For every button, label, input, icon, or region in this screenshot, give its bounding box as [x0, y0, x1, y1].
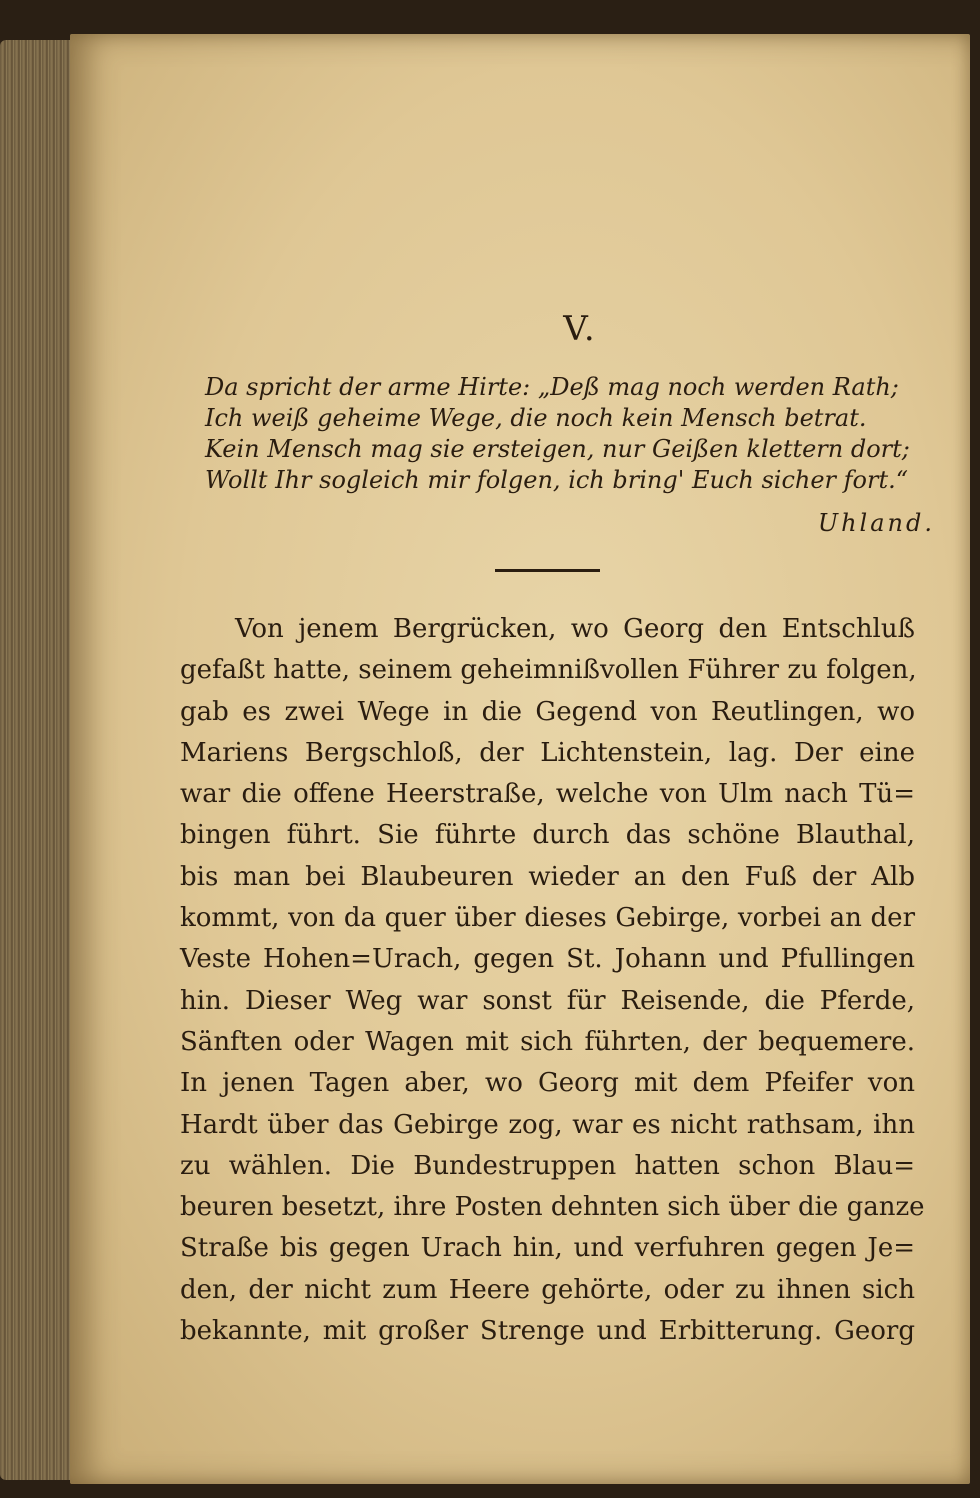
body-line: Hardt über das Gebirge zog, war es nicht rathsam, ihn — [180, 1109, 915, 1140]
body-line: zu wählen. Die Bundestruppen hatten schon Blau= — [180, 1150, 915, 1181]
epigraph-attribution: Uhland. — [817, 509, 935, 537]
chapter-heading: V. — [563, 309, 597, 349]
body-line: Sänften oder Wagen mit sich führten, der bequemere. — [180, 1026, 915, 1057]
section-divider — [495, 569, 600, 572]
body-line: kommt, von da quer über dieses Gebirge, vorbei an der — [180, 903, 915, 934]
body-line: Mariens Bergschloß, der Lichtenstein, lag. Der eine — [180, 737, 915, 768]
page-content — [180, 34, 980, 1484]
body-line: beuren besetzt, ihre Posten dehnten sich über die ganze — [180, 1192, 925, 1223]
book-page-edges — [0, 40, 78, 1480]
body-line: gab es zwei Wege in die Gegend von Reutlingen, wo — [180, 696, 915, 727]
body-line: In jenen Tagen aber, wo Georg mit dem Pfeifer von — [180, 1068, 915, 1099]
body-line: Straße bis gegen Urach hin, und verfuhren gegen Je= — [180, 1233, 915, 1264]
body-line: den, der nicht zum Heere gehörte, oder zu ihnen sich — [180, 1274, 915, 1305]
body-line: gefaßt hatte, seinem geheimnißvollen Führer zu folgen, — [180, 655, 917, 686]
body-line: Veste Hohen=Urach, gegen St. Johann und Pfullingen — [180, 944, 915, 975]
body-line: war die offene Heerstraße, welche von Ulm nach Tü= — [180, 779, 915, 810]
body-line: Von jenem Bergrücken, wo Georg den Entschluß — [235, 614, 915, 644]
verse-line: Kein Mensch mag sie ersteigen, nur Geißen klettern dort; — [205, 435, 910, 463]
verse-line: Da spricht der arme Hirte: „Deß mag noch werden Rath; — [205, 373, 899, 401]
body-paragraph — [180, 609, 925, 1352]
book-page — [70, 34, 970, 1484]
epigraph-verse — [205, 372, 965, 496]
body-line: bekannte, mit großer Strenge und Erbitterung. Georg — [180, 1316, 915, 1347]
body-line: bis man bei Blaubeuren wieder an den Fuß der Alb — [180, 861, 915, 892]
body-line: bingen führt. Sie führte durch das schöne Blauthal, — [180, 820, 915, 851]
verse-line: Wollt Ihr sogleich mir folgen, ich bring' Euch sicher fort.“ — [205, 466, 908, 494]
body-line: hin. Dieser Weg war sonst für Reisende, die Pferde, — [180, 985, 915, 1016]
verse-line: Ich weiß geheime Wege, die noch kein Mensch betrat. — [205, 404, 867, 432]
